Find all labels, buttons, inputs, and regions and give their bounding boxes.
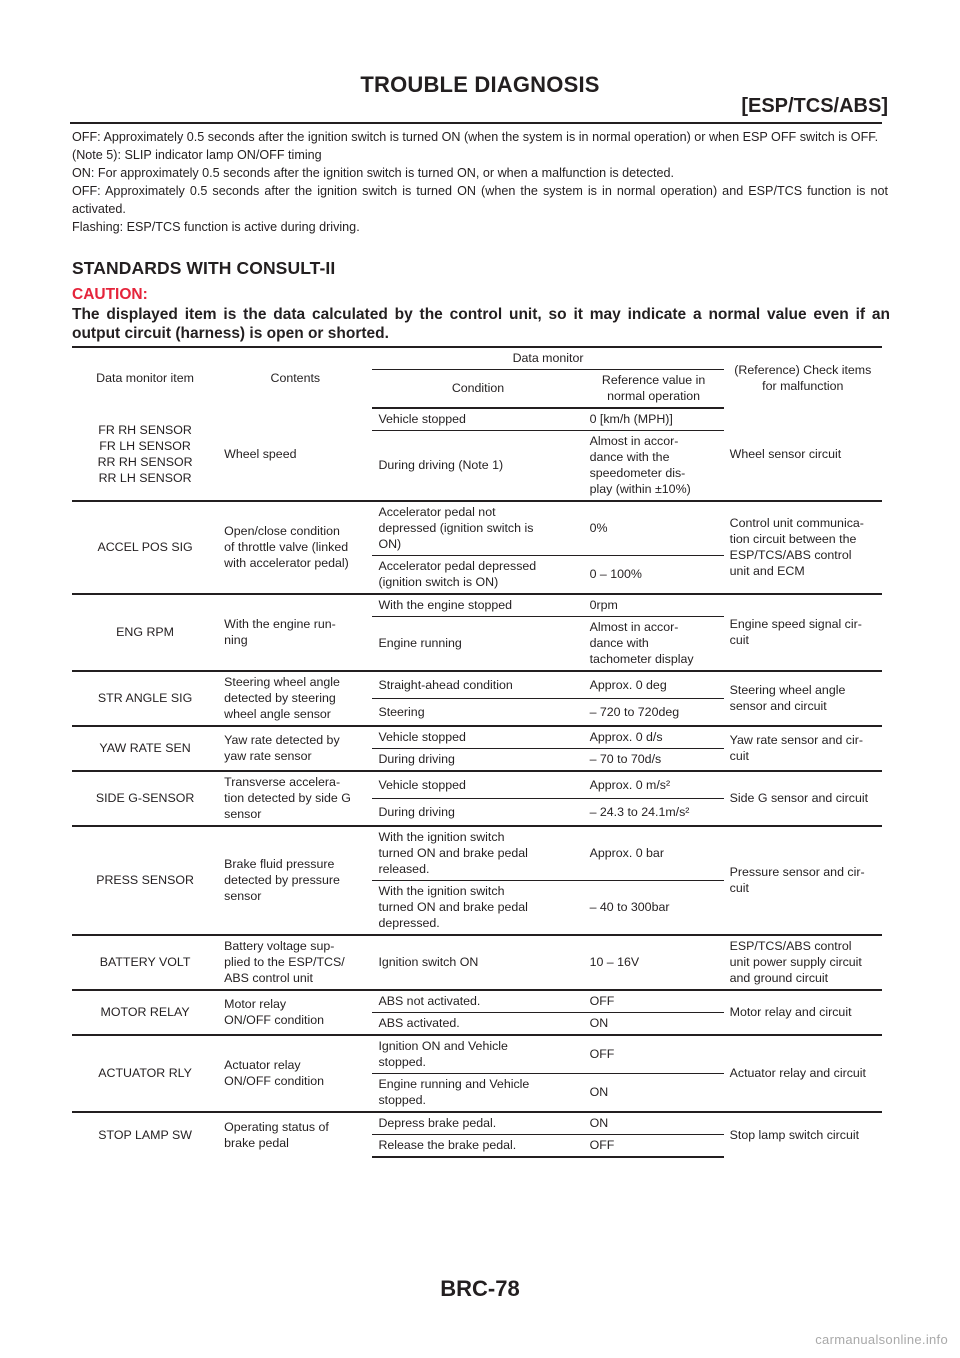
reference-value-cell: OFF: [584, 1035, 724, 1074]
check-item-cell: Actuator relay and circuit: [724, 1035, 882, 1112]
monitor-item-contents: Transverse accelera- tion detected by side G sensor: [218, 771, 372, 826]
condition-cell: ABS not activated.: [372, 990, 583, 1013]
condition-cell: Accelerator pedal not depressed (ignition switch is ON): [372, 501, 583, 556]
reference-value-cell: Almost in accor- dance with tachometer display: [584, 617, 724, 672]
reference-value-cell: ON: [584, 1074, 724, 1113]
condition-cell: Ignition switch ON: [372, 935, 583, 990]
check-item-cell: Control unit communica- tion circuit between the ESP/TCS/ABS control unit and ECM: [724, 501, 882, 594]
reference-value-cell: Approx. 0 d/s: [584, 726, 724, 749]
header-rule: [70, 122, 882, 124]
monitor-item-contents: With the engine run- ning: [218, 594, 372, 671]
table-row: [72, 1112, 882, 1135]
check-item-cell: Steering wheel angle sensor and circuit: [724, 671, 882, 726]
condition-cell: Engine running and Vehicle stopped.: [372, 1074, 583, 1113]
monitor-item-name: BATTERY VOLT: [72, 935, 218, 990]
table-row: [72, 726, 882, 749]
reference-value-cell: – 40 to 300bar: [584, 881, 724, 936]
condition-cell: Engine running: [372, 617, 583, 672]
monitor-item-contents: Open/close condition of throttle valve (linked with accelerator pedal): [218, 501, 372, 594]
condition-cell: Accelerator pedal depressed (ignition switch is ON): [372, 556, 583, 595]
monitor-item-name: STR ANGLE SIG: [72, 671, 218, 726]
monitor-item-name: ACCEL POS SIG: [72, 501, 218, 594]
table-row: [72, 671, 882, 699]
monitor-item-name: ACTUATOR RLY: [72, 1035, 218, 1112]
intro-line: OFF: Approximately 0.5 seconds after the ignition switch is turned ON (when the system is in normal operation) and ESP/TCS function is not activated.: [72, 184, 888, 216]
condition-cell: Vehicle stopped: [378, 412, 466, 426]
reference-value-cell: 0 [km/h (MPH)]: [589, 412, 673, 426]
table-row: [72, 501, 882, 556]
check-item-cell: Wheel sensor circuit: [729, 446, 842, 461]
reference-value-cell: – 24.3 to 24.1m/s²: [584, 799, 724, 827]
reference-value-cell: Approx. 0 bar: [584, 826, 724, 881]
condition-cell: Vehicle stopped: [372, 726, 583, 749]
condition-cell: ABS activated.: [372, 1013, 583, 1036]
table-row: [72, 990, 882, 1013]
check-item-cell: Pressure sensor and cir- cuit: [724, 826, 882, 935]
header-condition: Condition: [372, 370, 583, 409]
reference-value-cell: Approx. 0 m/s²: [584, 771, 724, 799]
intro-line: Flashing: ESP/TCS function is active during driving.: [72, 220, 360, 234]
condition-cell: With the engine stopped: [372, 594, 583, 617]
reference-value-cell: OFF: [584, 1135, 724, 1158]
monitor-item-name: PRESS SENSOR: [72, 826, 218, 935]
header-reference-value: Reference value in normal operation: [584, 370, 724, 409]
monitor-item-contents: Brake fluid pressure detected by pressure sensor: [218, 826, 372, 935]
table-row: [72, 935, 882, 990]
monitor-item-name: SIDE G-SENSOR: [72, 771, 218, 826]
condition-cell: During driving: [372, 749, 583, 772]
reference-value-cell: ON: [584, 1013, 724, 1036]
table-row: [72, 771, 882, 799]
table-row: [72, 1035, 882, 1074]
reference-value-cell: – 720 to 720deg: [584, 699, 724, 727]
reference-value-cell: – 70 to 70d/s: [584, 749, 724, 772]
header-check-items: (Reference) Check items for malfunction: [724, 347, 882, 408]
table-row: [72, 594, 882, 617]
monitor-item-name: YAW RATE SEN: [72, 726, 218, 771]
standards-heading: STANDARDS WITH CONSULT-II: [72, 258, 336, 278]
condition-cell: During driving: [372, 799, 583, 827]
monitor-item-contents: Motor relay ON/OFF condition: [218, 990, 372, 1035]
table-row: [72, 826, 882, 881]
check-item-cell: Engine speed signal cir- cuit: [724, 594, 882, 671]
monitor-item-contents: Steering wheel angle detected by steering wheel angle sensor: [218, 671, 372, 726]
intro-line: OFF: Approximately 0.5 seconds after the ignition switch is turned ON (when the system is in normal operation) or when ESP OFF switch is OFF.: [72, 130, 879, 144]
check-item-cell: Yaw rate sensor and cir- cuit: [724, 726, 882, 771]
monitor-item-contents: Actuator relay ON/OFF condition: [218, 1035, 372, 1112]
monitor-item-name: STOP LAMP SW: [72, 1112, 218, 1157]
table-row: [72, 408, 882, 431]
caution-label: CAUTION:: [72, 286, 148, 303]
monitor-item-contents: Operating status of brake pedal: [218, 1112, 372, 1157]
monitor-item-contents: Battery voltage sup- plied to the ESP/TCS/ ABS control unit: [218, 935, 372, 990]
data-monitor-table: [72, 346, 882, 1158]
monitor-item-name: FR RH SENSOR FR LH SENSOR RR RH SENSOR RR LH SENSOR: [97, 422, 193, 485]
condition-cell: Ignition ON and Vehicle stopped.: [372, 1035, 583, 1074]
reference-value-cell: 0%: [584, 501, 724, 556]
intro-line: (Note 5): SLIP indicator lamp ON/OFF timing: [72, 148, 322, 162]
page-title: TROUBLE DIAGNOSIS: [360, 72, 600, 97]
condition-cell: With the ignition switch turned ON and brake pedal depressed.: [372, 881, 583, 936]
monitor-item-contents: Wheel speed: [224, 446, 297, 461]
page-code: BRC-78: [440, 1276, 520, 1301]
reference-value-cell: ON: [584, 1112, 724, 1135]
header-contents: Contents: [218, 347, 372, 408]
header-data-monitor-item: Data monitor item: [72, 347, 218, 408]
reference-value-cell: OFF: [584, 990, 724, 1013]
watermark: carmanualsonline.info: [815, 1332, 948, 1347]
reference-value-cell: Almost in accor- dance with the speedometer dis- play (within ±10%): [584, 431, 724, 502]
condition-cell: Vehicle stopped: [372, 771, 583, 799]
check-item-cell: Stop lamp switch circuit: [724, 1112, 882, 1157]
condition-cell: With the ignition switch turned ON and brake pedal released.: [372, 826, 583, 881]
monitor-item-contents: Yaw rate detected by yaw rate sensor: [218, 726, 372, 771]
condition-cell: During driving (Note 1): [372, 431, 583, 502]
condition-cell: Straight-ahead condition: [372, 671, 583, 699]
reference-value-cell: 0 – 100%: [584, 556, 724, 595]
intro-line: ON: For approximately 0.5 seconds after the ignition switch is turned ON, or when a malfunction is detected.: [72, 166, 674, 180]
reference-value-cell: 10 – 16V: [584, 935, 724, 990]
intro-notes: [72, 128, 888, 236]
check-item-cell: Side G sensor and circuit: [724, 771, 882, 826]
monitor-item-name: MOTOR RELAY: [72, 990, 218, 1035]
condition-cell: Steering: [372, 699, 583, 727]
section-tag: [ESP/TCS/ABS]: [741, 95, 888, 117]
table-body: [72, 408, 882, 1157]
reference-value-cell: 0rpm: [584, 594, 724, 617]
header-data-monitor: Data monitor: [372, 347, 723, 370]
condition-cell: Release the brake pedal.: [372, 1135, 583, 1158]
reference-value-cell: Approx. 0 deg: [584, 671, 724, 699]
check-item-cell: ESP/TCS/ABS control unit power supply circuit and ground circuit: [724, 935, 882, 990]
caution-text: The displayed item is the data calculated by the control unit, so it may indicate a normal value even if an output circuit (harness) is open or shorted.: [72, 306, 890, 342]
condition-cell: Depress brake pedal.: [372, 1112, 583, 1135]
check-item-cell: Motor relay and circuit: [724, 990, 882, 1035]
monitor-item-name: ENG RPM: [72, 594, 218, 671]
